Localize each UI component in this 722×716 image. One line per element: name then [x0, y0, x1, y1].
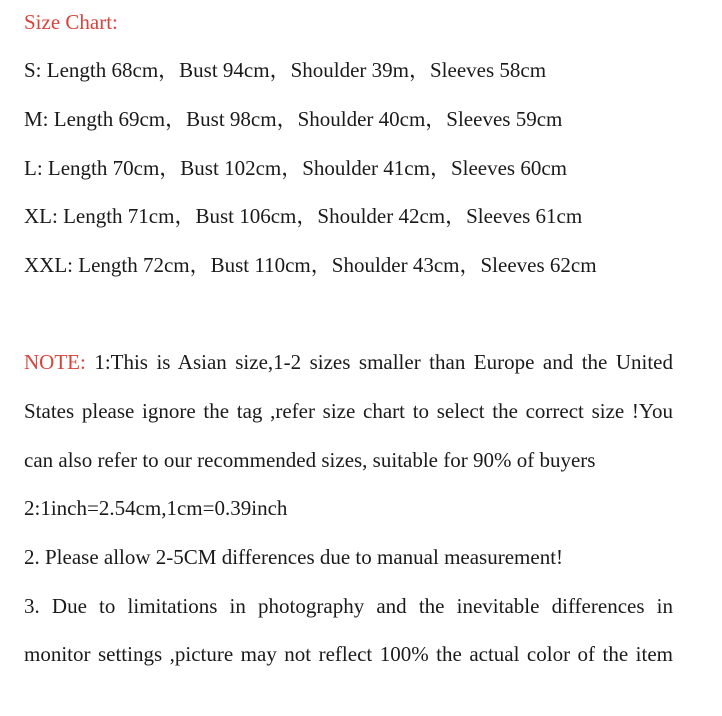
note-line-1: [24, 349, 673, 375]
size-row-xxl: XXL: Length 72cm，Bust 110cm，Shoulder 43cm，Sleeves 62cm: [24, 253, 597, 277]
size-row-s: S: Length 68cm，Bust 94cm，Shoulder 39m，Sleeves 58cm: [24, 58, 547, 82]
note-line-4: 2:1inch=2.54cm,1cm=0.39inch: [24, 496, 288, 520]
note-line-2: States please ignore the tag ,refer size chart to select the correct size !You: [24, 399, 673, 423]
note-line-7: monitor settings ,picture may not reflect 100% the actual color of the item: [24, 642, 673, 666]
note-text-1: 1:This is Asian size,1-2 sizes smaller than Europe and the United: [94, 350, 674, 374]
note-line-5: 2. Please allow 2-5CM differences due to manual measurement!: [24, 545, 564, 569]
note-label: NOTE:: [24, 350, 86, 374]
size-row-xl: XL: Length 71cm，Bust 106cm，Shoulder 42cm，Sleeves 61cm: [24, 204, 583, 228]
size-chart-title: Size Chart:: [24, 10, 118, 34]
size-row-m: M: Length 69cm，Bust 98cm，Shoulder 40cm，Sleeves 59cm: [24, 107, 563, 131]
size-row-l: L: Length 70cm，Bust 102cm，Shoulder 41cm，Sleeves 60cm: [24, 156, 568, 180]
note-line-6: 3. Due to limitations in photography and the inevitable differences in: [24, 594, 673, 618]
note-line-3: can also refer to our recommended sizes, suitable for 90% of buyers: [24, 448, 596, 472]
